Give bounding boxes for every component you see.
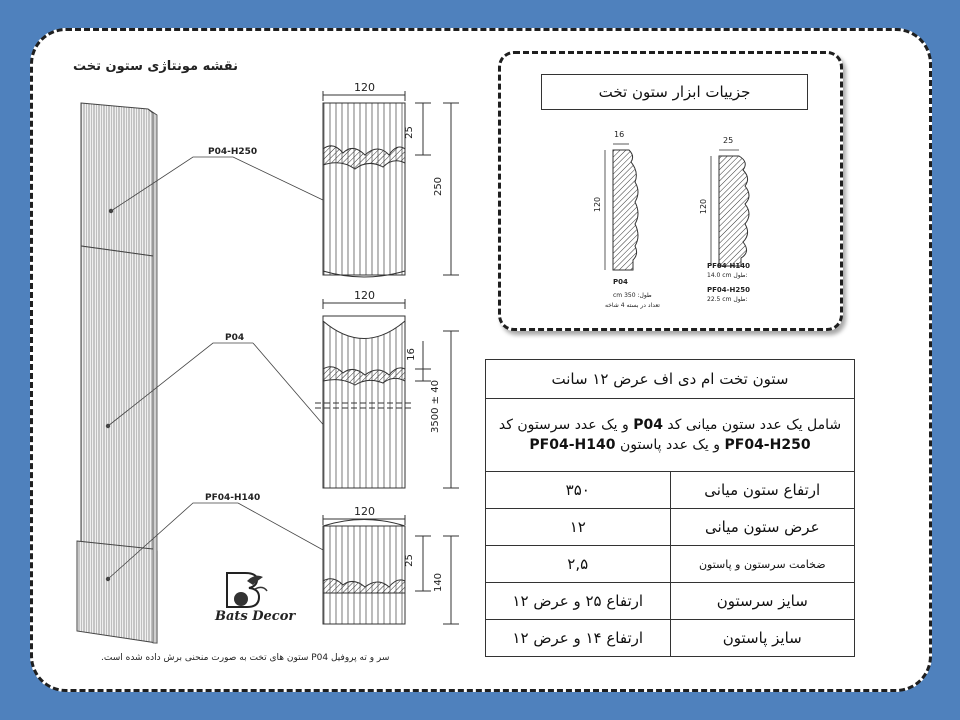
callout-middle-label: P04 — [225, 333, 245, 343]
spec-title-row — [486, 360, 855, 399]
pf04-profile — [711, 150, 749, 266]
spec-value: ارتفاع ۱۴ و عرض ۱۲ — [486, 620, 671, 657]
dim-bot-cap: 25 — [403, 554, 415, 567]
details-title: جزییات ابزار ستون تخت — [541, 74, 808, 110]
dim-mid-height: 3500 ± 40 — [429, 380, 441, 433]
dim-top-height: 250 — [433, 176, 445, 197]
pf04-height-dim: 120 — [699, 198, 709, 215]
spec-row — [486, 546, 855, 583]
pf04-code-b: PF04-H250 — [707, 286, 751, 294]
profile-drawings — [501, 54, 841, 329]
drawing-footnote: سر و ته پروفیل P04 ستون های تخت به صورت منحنی برش داده شده است. — [101, 653, 390, 663]
p04-code: P04 — [613, 278, 628, 286]
pf04-len-a-row — [707, 272, 748, 279]
pf04-len-b-row — [707, 296, 748, 303]
spec-desc-part3: و یک عدد پاستون — [619, 437, 721, 453]
content-card — [30, 28, 932, 692]
spec-row — [486, 509, 855, 546]
callout-bottom-label: PF04-H140 — [205, 493, 261, 503]
spec-value: ارتفاع ۲۵ و عرض ۱۲ — [486, 583, 671, 620]
spec-label: ضخامت سرستون و پاستون — [670, 546, 855, 583]
spec-label: سایز پاستون — [670, 620, 855, 657]
spec-description — [486, 399, 855, 472]
spec-label: عرض ستون میانی — [670, 509, 855, 546]
spec-row — [486, 583, 855, 620]
spec-desc-part2: و یک عدد سرستون کد — [498, 417, 629, 433]
spec-desc-part1: شامل یک عدد ستون میانی کد — [667, 417, 842, 433]
p04-width-dim: 16 — [614, 130, 625, 139]
spec-desc-code3: PF04-H140 — [529, 437, 616, 453]
pf04-len-a: 14.0 cm — [707, 272, 732, 279]
dim-mid-profile: 16 — [405, 348, 417, 361]
spec-label: ارتفاع ستون میانی — [670, 472, 855, 509]
pf04-width-dim: 25 — [723, 136, 734, 145]
spec-value: ۳۵۰ — [486, 472, 671, 509]
pf04-len-b-label: طول: — [733, 296, 748, 303]
dim-top-width: 120 — [354, 81, 375, 94]
callout-top-label: P04-H250 — [208, 147, 258, 157]
spec-table — [485, 359, 855, 657]
pf04-code-a: PF04-H140 — [707, 262, 751, 270]
brand-name: Bats Decor — [215, 609, 296, 624]
bottom-piece-drawing — [323, 515, 459, 624]
pf04-len-b: 22.5 cm — [707, 296, 732, 303]
p04-pack: تعداد در بسته 4 شاخه — [605, 302, 660, 309]
drawing-title: نقشه مونتاژی ستون تخت — [73, 59, 238, 74]
spec-value: ۲,۵ — [486, 546, 671, 583]
p04-height-dim: 120 — [593, 196, 603, 213]
dim-mid-width: 120 — [354, 289, 375, 302]
profile-details-box — [498, 51, 843, 331]
dim-bot-width: 120 — [354, 505, 375, 518]
spec-desc-code1: P04 — [633, 417, 663, 433]
column-3d-view — [77, 103, 157, 643]
p04-length: طول: 350 cm — [613, 292, 652, 299]
spec-desc-code2: PF04-H250 — [724, 437, 811, 453]
p04-profile — [605, 144, 638, 270]
assembly-drawing — [33, 31, 493, 691]
brand-logo — [227, 573, 267, 607]
spec-row — [486, 472, 855, 509]
spec-row — [486, 620, 855, 657]
dim-top-cap: 25 — [403, 126, 415, 139]
spec-title: ستون تخت ام دی اف عرض ۱۲ سانت — [486, 360, 855, 399]
dim-bot-height: 140 — [433, 572, 445, 593]
spec-desc-row — [486, 399, 855, 472]
spec-label: سایز سرستون — [670, 583, 855, 620]
spec-value: ۱۲ — [486, 509, 671, 546]
pf04-len-a-label: طول: — [733, 272, 748, 279]
